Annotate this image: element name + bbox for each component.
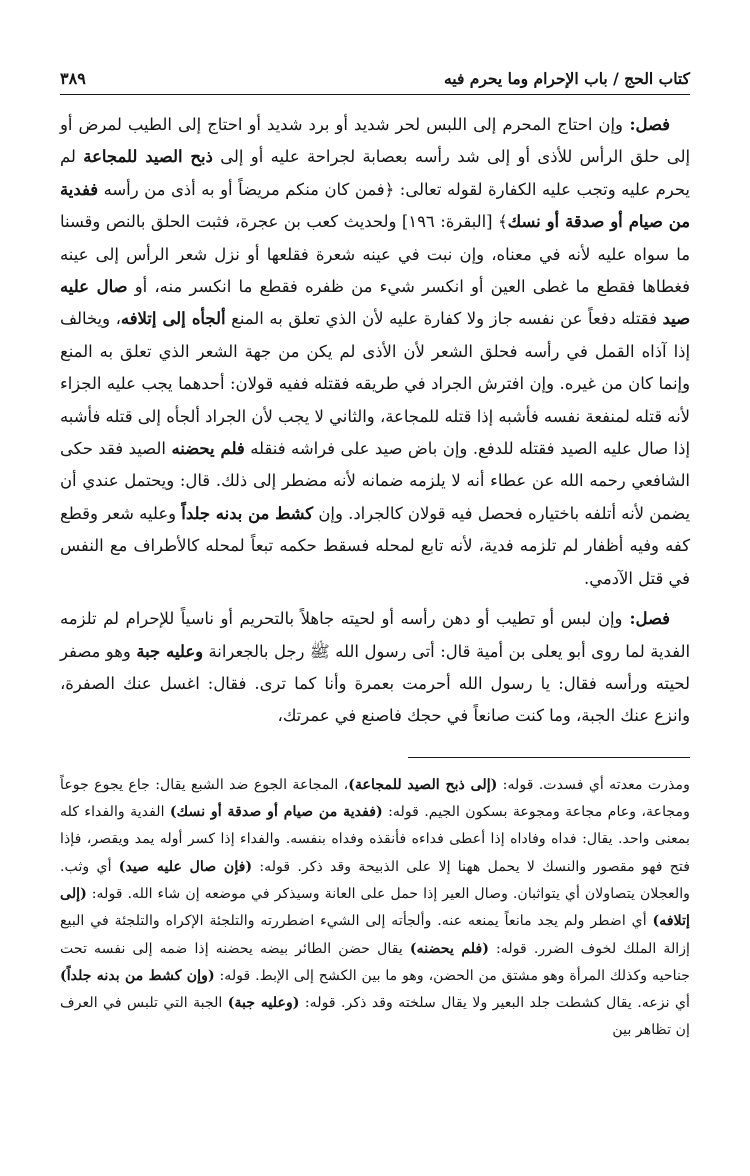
text-run: ومذرت معدته أي فسدت. قوله: [497,776,690,793]
keyword-phrase: كشط من بدنه جلداً [181,503,314,523]
text-run: وإن لبس أو تطيب أو دهن رأسه أو لحيته جاهلاً بالتحريم أو ناسياً للإحرام لم تلزمه الفدية لما روى أبو يعلى بن أمية قال: أتى رسول الله ﷺ رجل بالجعرانة [60,609,690,661]
page-number: ٣٨٩ [60,69,86,88]
text-run: أي وثب. والعجلان يتصاولان أي يتواثبان. وصال العير إذا حمل على العانة وسيذكر في موضعه إن شاء الله. قوله: [60,858,690,902]
text-run: فقتله دفعاً عن نفسه جاز ولا كفارة عليه لأن الذي تعلق به المنع [225,309,663,329]
footnote-divider [408,757,690,758]
keyword-phrase: (فإن صال عليه صيد) [118,858,253,875]
text-run: لم يحرم عليه وتجب عليه الكفارة لقوله تعالى: ﴿فمن كان منكم مريضاً أو به أذى من رأسه [60,147,690,199]
text-run: أي نزعه. يقال كشطت جلد البعير ولا يقال سلخته وقد ذكر. قوله: [299,995,690,1012]
keyword-phrase: فصل: [622,115,671,134]
keyword-phrase: (فلم يحضنه) [409,940,489,957]
page-content [60,60,690,1140]
text-run: وهو مصفر لحيته ورأسه فقال: يا رسول الله أحرمت بعمرة وأنا كما ترى. فقال: اغسل عنك الصفرة، وانزع عنك الجبة، وما كنت صانعاً في حجك فاصنع في عمرتك، [60,641,690,726]
main-paragraph [60,603,690,733]
text-run: الجبة التي تلبس في العرف إن تظاهر بين [60,995,690,1039]
keyword-phrase: (وعليه جبة) [227,995,300,1012]
keyword-phrase: ذبح الصيد للمجاعة [83,147,213,167]
footnote-paragraph [60,772,690,1045]
keyword-phrase: (إلى ذبح الصيد للمجاعة) [348,776,498,793]
keyword-phrase: وعليه جبة [136,641,204,661]
text-run: وإن احتاج المحرم إلى اللبس لحر شديد أو برد شديد أو احتاج إلى الطيب لمرض أو إلى حلق الرأس للأذى أو إلى شد رأسه بعصابة لجراحة عليه أو إلى [60,115,691,167]
text-run: ، ويخالف إذا آذاه القمل في رأسه فحلق الشعر لأن الأذى لم يكن من جهة الشعر الذي تعلق به المنع وإنما كان من غيره. وإن افترش الجراد في طريقه فقتله ففيه قولان: أحدهما يجب عليه الجزاء لأنه قتله لمنفعة نفسه فأشبه إذا قتله للمجاعة، والثاني لا يجب لأن الجراد ألجأه إلى قتله فأشبه إذا صال عليه الصيد فقتله للدفع. وإن باض صيد على فراشه فنقله [60,309,690,459]
keyword-phrase: فصل: [622,609,670,629]
keyword-phrase: ففدية من صيام أو صدقة أو نسك [60,179,690,232]
keyword-phrase: (ففدية من صيام أو صدقة أو نسك) [169,804,383,821]
main-text [60,109,690,733]
footnotes [60,772,690,1045]
keyword-phrase: (إلى إتلافه) [60,885,690,930]
main-paragraph [60,109,690,595]
text-run: الصيد فقد حكى الشافعي رحمه الله عن عطاء أنه لا يلزمه ضمانه لأنه مضطر إلى ذلك. قال: ويحتمل عندي أن يضمن لأنه أتلفه باختياره فحصل فيه قولان كالجراد. وإن [60,439,690,523]
text-run: الفدية والفداء كله بمعنى واحد. يقال: فداه وفاداه إذا أعطى فداءه فأنقذه وفداه بنفسه. والفداء إذا كسر أوله يمد ويقصر، فإذا فتح فهو مقصور والنسك لا يحمل ههنا إلا على الذبيحة وقد ذكر. قوله: [60,804,690,875]
running-head: كتاب الحج / باب الإحرام وما يحرم فيه [443,69,690,88]
text-run: ﴾ [البقرة: ١٩٦] ولحديث كعب بن عجرة، فثبت الحلق بالنص وقسنا ما سواه عليه لأنه في معناه، وإن نبت في عينه شعرة فقلعها أو نزل شعر الرأس إلى عينه فغطاها فقطع ما غطى العين أو انكسر شيء من ظفره فقطع ما انكسر منه، أو [60,212,691,297]
text-run: أي اضطر ولم يجد مانعاً يمنعه عنه. وألجأته إلى الشيء اضطررته والتلجئة الإكراه والتلجئة في البيع إزالة الملك لخوف الضرر. قوله: [60,913,690,957]
page-header [60,60,690,95]
keyword-phrase: ألجأه إلى إتلافه [120,309,226,329]
keyword-phrase: (وإن كشط من بدنه جلداً) [60,967,215,984]
keyword-phrase: صال عليه صيد [60,277,690,329]
text-run: ، المجاعة الجوع ضد الشبع يقال: جاع يجوع جوعاً ومجاعة، وعام مجاعة ومجوعة بسكون الجيم. قوله: [60,776,691,821]
text-run: وعليه شعر وقطع كفه وفيه أظفار لم تلزمه فدية، لأنه تابع لمحله فسقط حكمه تبعاً لمحله كالأطراف مع النفس في قتل الآدمي. [60,503,690,588]
text-run: يقال حضن الطائر بيضه يحضنه إذا ضمه إلى نفسه تحت جناحيه وكذلك المرأة وهو مشتق من الحضن، وهو ما بين الكشح إلى الإبط. قوله: [60,940,690,984]
keyword-phrase: فلم يحضنه [171,439,245,459]
